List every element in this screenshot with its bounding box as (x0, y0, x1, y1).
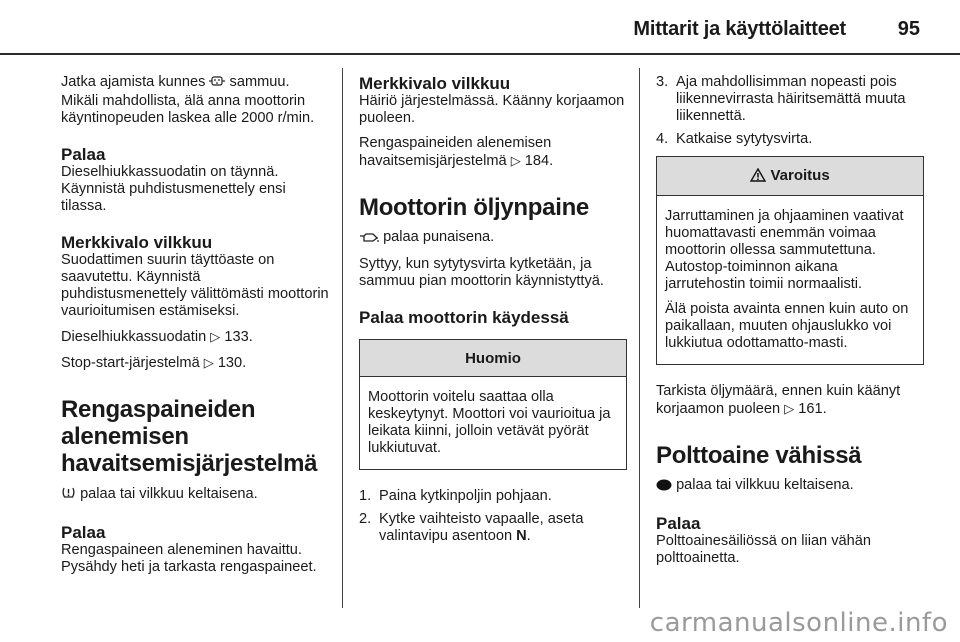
heading-palaa: Palaa (656, 514, 701, 533)
paragraph (656, 383, 924, 418)
text: Rengaspaineiden alenemisen havaitsemisjärjestelmä (359, 135, 552, 169)
heading-palaa: Palaa (61, 523, 106, 542)
warning-text: Älä poista avainta ennen kuin auto on paikallaan, muuten ohjauslukko voi lukkiutua odottamatto-masti. (665, 301, 909, 351)
warning-box (656, 156, 924, 365)
page-reference: 130. (217, 355, 247, 371)
heading-palaa: Palaa (61, 145, 106, 164)
paragraph (359, 135, 627, 170)
step-text: Kytke vaihteisto vapaalle, aseta valintavipu asentoon (379, 511, 584, 544)
text: Jatka ajamista kunnes (61, 74, 206, 90)
heading-merkkivalo: Merkkivalo vilkkuu (359, 74, 511, 93)
page-section-title: Mittarit ja käyttölaitteet (633, 18, 846, 40)
tpms-icon (61, 485, 76, 505)
step-number: 2. (359, 511, 372, 527)
step-text: Paina kytkinpoljin pohjaan. (379, 488, 552, 504)
paragraph (61, 485, 329, 505)
paragraph (61, 354, 329, 372)
steps-list (359, 488, 627, 545)
page-ref-arrow-icon: ▷ (203, 355, 214, 370)
text: Dieselhiukkassuodatin (61, 329, 207, 345)
page-ref-arrow-icon: ▷ (210, 329, 221, 344)
text: Stop-start-järjestelmä (61, 355, 200, 371)
paragraph (656, 477, 924, 496)
page-number: 95 (897, 18, 920, 40)
oil-pressure-icon (359, 231, 379, 248)
text: palaa tai vilkkuu keltaisena. (80, 486, 258, 502)
steps-list (656, 74, 924, 148)
list-item (359, 511, 627, 545)
text: palaa tai vilkkuu keltaisena. (676, 477, 854, 493)
heading-merkkivalo: Merkkivalo vilkkuu (61, 233, 213, 252)
warning-text: Jarruttaminen ja ohjaaminen vaativat huomattavasti enemmän voimaa moottorin ollessa sammutettuna. Autostop-toiminnon aikana jarrutehostin toimii normaalisti. (665, 208, 904, 292)
gear-position: N (516, 528, 527, 544)
dpf-icon (209, 74, 225, 93)
text: . (526, 528, 531, 544)
column-1 (61, 74, 329, 584)
column-3 (656, 74, 924, 575)
text: palaa punaisena. (383, 229, 495, 245)
fuel-icon (656, 479, 672, 496)
list-item (359, 488, 627, 505)
text: Tarkista öljymäärä, ennen kuin käänyt korjaamon puoleen (656, 383, 901, 417)
warning-title: Varoitus (770, 167, 830, 184)
paragraph (61, 328, 329, 346)
paragraph (61, 74, 329, 127)
step-number: 3. (656, 74, 669, 90)
page-ref-arrow-icon: ▷ (510, 153, 521, 168)
paragraph: Suodattimen suurin täyttöaste on saavutettu. Käynnistä puhdistusmenettely välittömästi moottorin vaurioitumisen estämiseksi. (61, 252, 329, 319)
heading-oljynpaine: Moottorin öljynpaine (359, 194, 589, 221)
list-item (656, 74, 924, 125)
page-reference: 161. (798, 401, 827, 417)
paragraph (359, 229, 627, 248)
text: sammuu. Mikäli mahdollista, älä anna moottorin käyntinopeuden laskea alle 2000 r/min. (61, 74, 315, 126)
paragraph: Häiriö järjestelmässä. Käänny korjaamon puoleen. (359, 93, 625, 126)
note-title: Huomio (360, 340, 626, 377)
step-text: Katkaise sytytysvirta. (676, 131, 813, 147)
column-2 (359, 74, 627, 553)
note-box (359, 339, 627, 470)
page-reference: 133. (224, 329, 253, 345)
heading-polttoaine: Polttoaine vähissä (656, 442, 862, 469)
warning-triangle-icon (750, 168, 766, 186)
warning-header (657, 157, 923, 196)
column-divider (639, 68, 640, 608)
column-divider (342, 68, 343, 608)
watermark: carmanualsonline.info (649, 608, 948, 638)
paragraph: Polttoainesäiliössä on liian vähän polttoainetta. (656, 533, 871, 566)
page-header (0, 0, 960, 58)
step-text: Aja mahdollisimman nopeasti pois liikennevirrasta häiritsemättä muuta liikennettä. (676, 74, 906, 124)
page-reference: 184. (524, 153, 554, 169)
list-item (656, 131, 924, 148)
paragraph: Rengaspaineen aleneminen havaittu. Pysähdy heti ja tarkasta rengaspaineet. (61, 542, 317, 575)
paragraph: Syttyy, kun sytytysvirta kytketään, ja sammuu pian moottorin käynnistyttyä. (359, 256, 604, 289)
heading-rengaspaineet: Rengaspaineiden alenemisen havaitsemisjärjestelmä (61, 396, 318, 477)
header-rule (0, 53, 960, 55)
page-ref-arrow-icon: ▷ (784, 401, 795, 416)
heading-palaa-moottorin-kaydessa: Palaa moottorin käydessä (359, 308, 569, 327)
paragraph: Dieselhiukkassuodatin on täynnä. Käynnistä puhdistusmenettely ensi tilassa. (61, 164, 286, 214)
step-number: 4. (656, 131, 669, 147)
step-number: 1. (359, 488, 372, 504)
note-text: Moottorin voitelu saattaa olla keskeytynyt. Moottori voi vaurioitua ja leikata kiinni, jolloin vetävät pyörät lukkiutuvat. (368, 389, 611, 456)
